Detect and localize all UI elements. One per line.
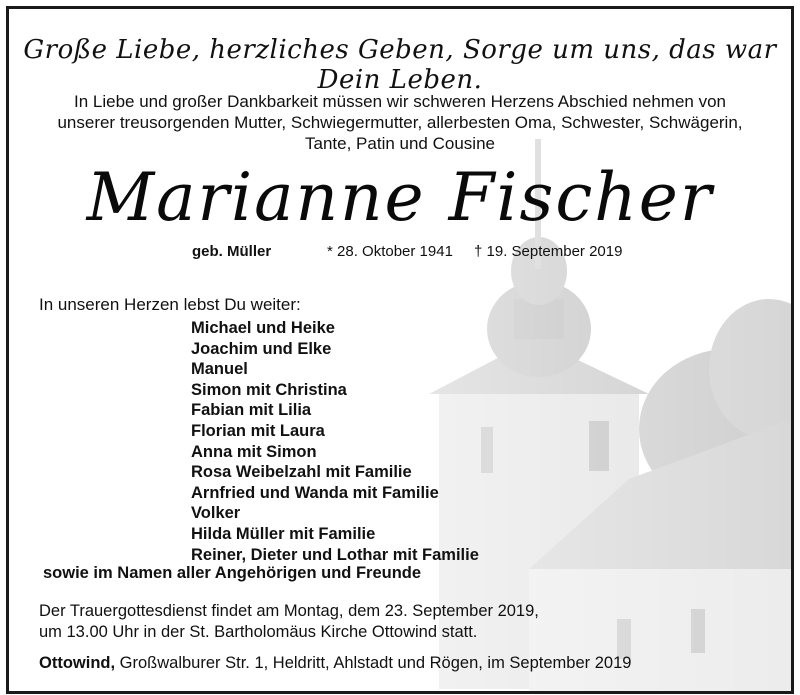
mourner-names: Anna mit Simon [191,442,317,461]
footer-details: Großwalburer Str. 1, Heldritt, Ahlstadt und Rögen, im September 2019 [115,654,632,672]
footer-address [39,654,631,673]
service-line: um 13.00 Uhr in der St. Bartholomäus Kirche Ottowind statt. [39,623,478,641]
birth-date: * 28. Oktober 1941 [327,243,453,260]
obituary-notice [6,6,794,694]
service-info [39,601,539,643]
mourner-names: Arnfried und Wanda mit Familie [191,483,439,502]
mourner-names: Florian mit Laura [191,421,325,440]
deceased-name: Marianne Fischer [86,159,714,236]
mourner-names: Fabian mit Lilia [191,401,312,420]
intro-line: In Liebe und großer Dankbarkeit müssen wir schweren Herzens Abschied nehmen von [73,92,726,111]
mourner-names: Joachim und Elke [191,339,332,358]
closing-line: sowie im Namen aller Angehörigen und Freunde [43,564,422,582]
mourners-lead: In unseren Herzen lebst Du weiter: [39,295,301,314]
mourner-names: Manuel [191,360,248,379]
intro-line: unserer treusorgenden Mutter, Schwiegermutter, allerbesten Oma, Schwester, Schwägerin, [57,113,743,132]
footer-place: Ottowind, [39,654,116,672]
death-date: † 19. September 2019 [474,243,623,260]
intro-text [39,91,761,154]
intro-line: Tante, Patin und Cousine [305,134,495,153]
mourner-names: Rosa Weibelzahl mit Familie [191,463,412,482]
mourner-names: Simon mit Christina [191,380,347,399]
mourner-names: Michael und Heike [191,319,335,337]
mourner-names: Hilda Müller mit Familie [191,524,376,543]
service-line: Der Trauergottesdienst findet am Montag, dem 23. September 2019, [39,602,539,620]
motto: Große Liebe, herzliches Geben, Sorge um uns, das war Dein Leben. [23,35,777,95]
mourner-names: Volker [191,504,241,523]
birth-name: geb. Müller [192,243,272,260]
mourner-names: Reiner, Dieter und Lothar mit Familie [191,545,479,564]
